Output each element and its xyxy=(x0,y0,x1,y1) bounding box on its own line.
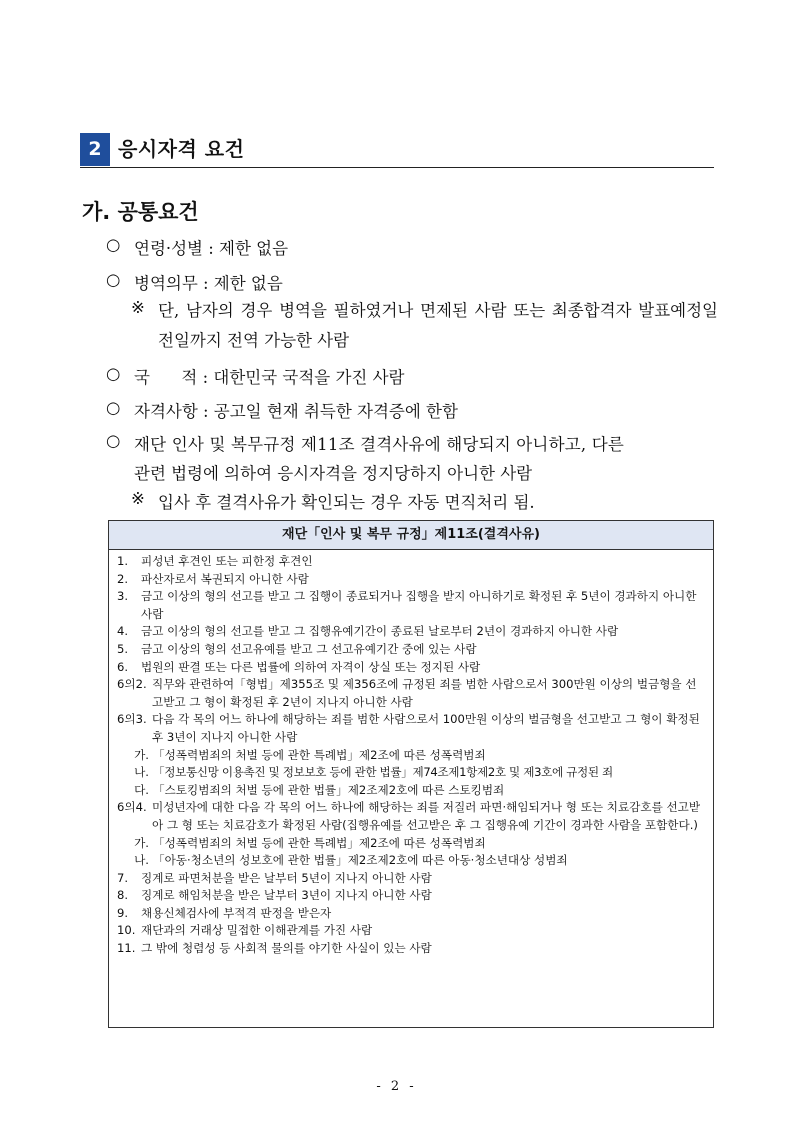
item-text: 징계로 파면처분을 받은 날부터 5년이 지나지 아니한 사람 xyxy=(141,870,432,885)
bullet-marker: ○ xyxy=(106,235,121,254)
disqualification-table xyxy=(108,520,714,1028)
bullet-marker: ○ xyxy=(106,364,121,383)
item-number: 9. xyxy=(117,905,129,920)
item-text: 채용신체검사에 부적격 판정을 받은자 xyxy=(141,905,332,920)
list-item xyxy=(117,887,707,905)
list-item xyxy=(117,940,707,958)
section-title: 응시자격 요건 xyxy=(118,137,245,161)
bullet-military: 병역의무 : 제한 없음 xyxy=(134,274,283,293)
item-text: 「아동·청소년의 성보호에 관한 법률」제2조제2호에 따른 아동·청소년대상 성범죄 xyxy=(153,853,568,868)
list-subitem xyxy=(117,747,707,765)
item-number: 나. xyxy=(134,765,149,780)
item-text: 그 밖에 청렴성 등 사회적 물의를 야기한 사실이 있는 사람 xyxy=(141,941,432,956)
item-number: 가. xyxy=(134,747,149,762)
bullet-marker: ○ xyxy=(106,398,121,417)
item-text: 다음 각 목의 어느 하나에 해당하는 죄를 범한 사람으로서 100만원 이상의 벌금형을 선고받고 그 형이 확정된 후 3년이 지나지 아니한 사람 xyxy=(152,712,700,744)
list-item xyxy=(117,623,707,641)
item-text: 「스토킹범죄의 처벌 등에 관한 법률」제2조제2호에 따른 스토킹범죄 xyxy=(153,782,505,797)
item-text: 재단과의 거래상 밀접한 이해관계를 가진 사람 xyxy=(141,923,373,938)
list-item xyxy=(117,641,707,659)
list-subitem xyxy=(117,852,707,870)
bullet-age-gender: 연령·성별 : 제한 없음 xyxy=(134,239,289,258)
item-number: 나. xyxy=(134,853,149,868)
item-text: 금고 이상의 형의 선고를 받고 그 집행이 종료되거나 집행을 받지 아니하기로 확정된 후 5년이 경과하지 아니한 사람 xyxy=(141,589,697,621)
bullet-disqualification-line2: 관련 법령에 의하여 응시자격을 정지당하지 아니한 사람 xyxy=(134,464,533,483)
item-number: 6의3. xyxy=(117,712,147,727)
item-number: 6의4. xyxy=(117,800,147,815)
item-text: 직무와 관련하여「형법」제355조 및 제356조에 규정된 죄를 범한 사람으로서 300만원 이상의 벌금형을 선고받고 그 형이 확정된 후 2년이 지나지 아니한 사람 xyxy=(152,677,697,709)
item-number: 다. xyxy=(134,782,149,797)
bullet-marker: ○ xyxy=(106,431,121,450)
item-number: 2. xyxy=(117,571,129,586)
list-item xyxy=(117,571,707,589)
page-number: - 2 - xyxy=(376,1079,417,1094)
item-number: 8. xyxy=(117,888,129,903)
list-item xyxy=(117,588,707,623)
item-text: 「성폭력범죄의 처벌 등에 관한 특례법」제2조에 따른 성폭력범죄 xyxy=(153,747,486,762)
note-dismissal: 입사 후 결격사유가 확인되는 경우 자동 면직처리 됨. xyxy=(158,493,535,512)
item-number: 1. xyxy=(117,554,129,568)
list-item xyxy=(117,659,707,677)
bullet-qualification: 자격사항 : 공고일 현재 취득한 자격증에 한함 xyxy=(134,402,458,421)
table-body xyxy=(109,550,713,958)
note-military: 단, 남자의 경우 병역을 필하였거나 면제된 사람 또는 최종합격자 발표예정일 전일까지 전역 가능한 사람 xyxy=(158,301,718,350)
item-number: 3. xyxy=(117,589,129,604)
list-subitem xyxy=(117,782,707,800)
item-text: 금고 이상의 형의 선고유예를 받고 그 선고유예기간 중에 있는 사람 xyxy=(141,641,477,656)
bullet-marker: ○ xyxy=(106,270,121,289)
item-text: 「정보통신망 이용촉진 및 정보보호 등에 관한 법률」제74조제1항제2호 및 제3호에 규정된 죄 xyxy=(153,765,613,780)
item-text: 법원의 판결 또는 다른 법률에 의하여 자격이 상실 또는 정지된 사람 xyxy=(141,659,481,674)
item-text: 징계로 해임처분을 받은 날부터 3년이 지나지 아니한 사람 xyxy=(141,888,432,903)
list-subitem xyxy=(117,764,707,782)
list-item xyxy=(117,870,707,888)
note-marker: ※ xyxy=(131,298,145,317)
item-number: 4. xyxy=(117,624,129,639)
note-marker: ※ xyxy=(131,489,145,508)
list-item xyxy=(117,676,707,711)
section-header xyxy=(80,133,714,168)
table-header: 재단「인사 및 복무 규정」제11조(결격사유) xyxy=(109,521,713,550)
item-text: 「성폭력범죄의 처벌 등에 관한 특례법」제2조에 따른 성폭력범죄 xyxy=(153,835,486,850)
list-item xyxy=(117,799,707,834)
bullet-disqualification-line1: 재단 인사 및 복무규정 제11조 결격사유에 해당되지 아니하고, 다른 xyxy=(134,435,625,454)
item-number: 11. xyxy=(117,941,136,956)
list-item xyxy=(117,711,707,746)
list-item xyxy=(117,553,707,571)
list-subitem xyxy=(117,835,707,853)
item-text: 미성년자에 대한 다음 각 목의 어느 하나에 해당하는 죄를 저질러 파면·해임되거나 형 또는 치료감호를 선고받아 그 형 또는 치료감호가 확정된 사람(집행유예를 선고받은 후 그 집행유예 기간이 경과한 사람을 포함한다.) xyxy=(152,800,701,832)
item-number: 가. xyxy=(134,835,149,850)
subsection-title: 가. 공통요건 xyxy=(82,200,199,224)
item-number: 7. xyxy=(117,870,129,885)
item-text: 금고 이상의 형의 선고를 받고 그 집행유예기간이 종료된 날로부터 2년이 경과하지 아니한 사람 xyxy=(141,624,619,639)
list-item xyxy=(117,905,707,923)
bullet-nationality: 국 적 : 대한민국 국적을 가진 사람 xyxy=(134,368,405,387)
section-number: 2 xyxy=(80,133,110,166)
item-number: 6. xyxy=(117,659,129,674)
item-number: 5. xyxy=(117,641,129,656)
item-text: 피성년 후견인 또는 피한정 후견인 xyxy=(141,554,313,568)
item-number: 6의2. xyxy=(117,677,147,692)
item-number: 10. xyxy=(117,923,136,938)
item-text: 파산자로서 복권되지 아니한 사람 xyxy=(141,571,309,586)
list-item xyxy=(117,922,707,940)
